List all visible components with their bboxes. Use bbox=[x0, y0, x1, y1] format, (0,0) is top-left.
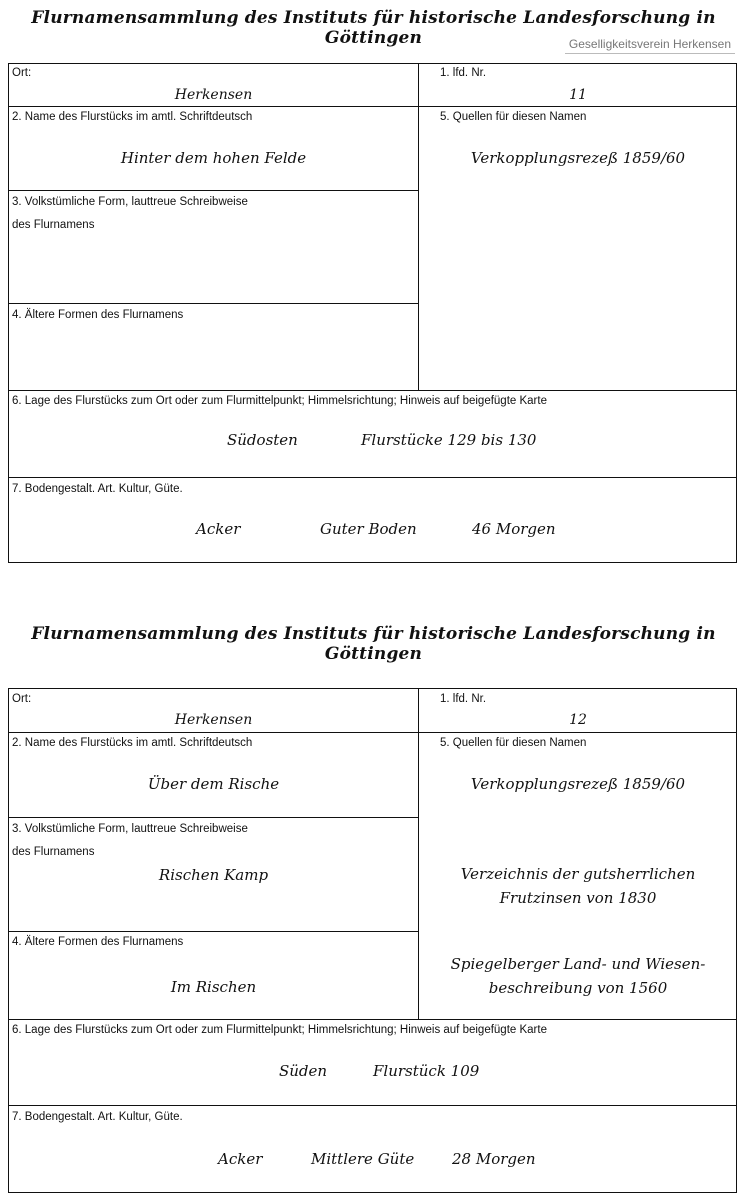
divider-row-ort bbox=[9, 732, 736, 733]
divider-row-volk bbox=[9, 303, 418, 304]
value-lage-flurstueck: Flurstücke 129 bis 130 bbox=[361, 431, 537, 449]
value-quellen-3: Frutzinsen von 1830 bbox=[499, 889, 657, 907]
value-boden-guete: Guter Boden bbox=[320, 520, 417, 538]
value-lage-direction: Süden bbox=[279, 1062, 328, 1080]
divider-row-lage bbox=[9, 1105, 736, 1106]
divider-row-ort bbox=[9, 106, 736, 107]
value-quellen-4: Spiegelberger Land- und Wiesen- bbox=[450, 955, 706, 973]
form-title-1: Flurnamensammlung des Instituts für historische Landesforschung in Göttingen bbox=[31, 8, 716, 48]
divider-vertical bbox=[418, 64, 419, 390]
label-quellen: 5. Quellen für diesen Namen bbox=[440, 111, 587, 123]
value-aeltere: Im Rischen bbox=[170, 978, 257, 996]
label-lage: 6. Lage des Flurstücks zum Ort oder zum Flurmittelpunkt; Himmelsrichtung; Hinweis auf beigefügte Karte bbox=[12, 1024, 547, 1036]
divider-row-lage bbox=[9, 477, 736, 478]
value-lage-direction: Südosten bbox=[227, 431, 298, 449]
value-quellen-2: Verzeichnis der gutsherrlichen bbox=[460, 865, 696, 883]
value-boden-groesse: 28 Morgen bbox=[452, 1150, 536, 1168]
label-volkstuemlich-2: des Flurnamens bbox=[12, 219, 95, 231]
label-aeltere: 4. Ältere Formen des Flurnamens bbox=[12, 309, 184, 321]
value-boden-guete: Mittlere Güte bbox=[311, 1150, 415, 1168]
value-name: Über dem Rische bbox=[147, 775, 280, 793]
divider-row-aeltere bbox=[9, 390, 736, 391]
value-ort: Herkensen bbox=[174, 712, 253, 728]
label-ort: Ort: bbox=[12, 67, 32, 79]
divider-row-aeltere bbox=[9, 1019, 736, 1020]
label-volkstuemlich: 3. Volkstümliche Form, lauttreue Schreibweise bbox=[12, 823, 248, 835]
value-lfd-nr: 11 bbox=[569, 87, 587, 103]
form-title-2: Flurnamensammlung des Instituts für historische Landesforschung in Göttingen bbox=[31, 624, 716, 664]
label-quellen: 5. Quellen für diesen Namen bbox=[440, 737, 587, 749]
divider-row-name bbox=[9, 190, 418, 191]
value-boden-art: Acker bbox=[196, 520, 241, 538]
label-ort: Ort: bbox=[12, 693, 32, 705]
value-ort: Herkensen bbox=[174, 87, 253, 103]
label-lfd-nr: 1. lfd. Nr. bbox=[440, 693, 487, 705]
label-name: 2. Name des Flurstücks im amtl. Schriftdeutsch bbox=[12, 111, 253, 123]
value-lfd-nr: 12 bbox=[569, 712, 587, 728]
value-name: Hinter dem hohen Felde bbox=[120, 149, 307, 167]
value-boden-art: Acker bbox=[218, 1150, 263, 1168]
record-card-2 bbox=[8, 688, 737, 1193]
value-quellen-1: Verkopplungsrezeß 1859/60 bbox=[470, 775, 686, 793]
record-card-1 bbox=[8, 63, 737, 563]
value-quellen-1: Verkopplungsrezeß 1859/60 bbox=[470, 149, 686, 167]
brand-label: Geselligkeitsverein Herkensen bbox=[565, 37, 735, 54]
label-boden: 7. Bodengestalt. Art. Kultur, Güte. bbox=[12, 483, 183, 495]
label-boden: 7. Bodengestalt. Art. Kultur, Güte. bbox=[12, 1111, 183, 1123]
value-lage-flurstueck: Flurstück 109 bbox=[373, 1062, 480, 1080]
divider-row-volk bbox=[9, 931, 418, 932]
label-volkstuemlich-2: des Flurnamens bbox=[12, 846, 95, 858]
label-aeltere: 4. Ältere Formen des Flurnamens bbox=[12, 936, 184, 948]
label-name: 2. Name des Flurstücks im amtl. Schriftdeutsch bbox=[12, 737, 253, 749]
divider-row-name bbox=[9, 817, 418, 818]
label-volkstuemlich: 3. Volkstümliche Form, lauttreue Schreibweise bbox=[12, 196, 248, 208]
value-boden-groesse: 46 Morgen bbox=[472, 520, 556, 538]
value-volkstuemlich: Rischen Kamp bbox=[158, 866, 269, 884]
value-quellen-5: beschreibung von 1560 bbox=[488, 979, 668, 997]
label-lfd-nr: 1. lfd. Nr. bbox=[440, 67, 487, 79]
label-lage: 6. Lage des Flurstücks zum Ort oder zum Flurmittelpunkt; Himmelsrichtung; Hinweis auf beigefügte Karte bbox=[12, 395, 547, 407]
